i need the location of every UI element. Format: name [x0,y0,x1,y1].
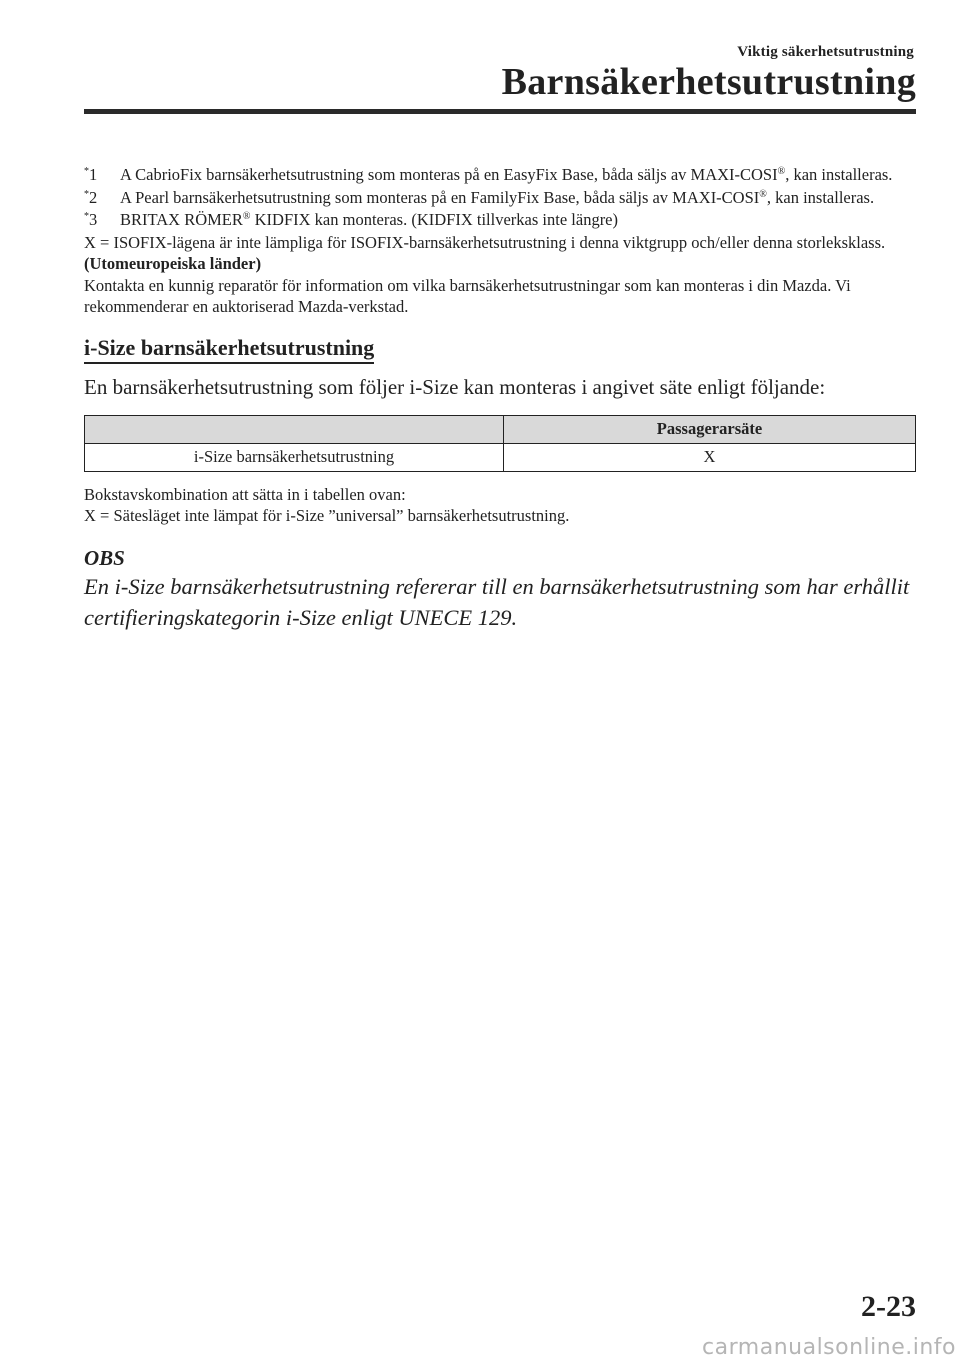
footnote-1 [84,164,916,186]
page-content [84,164,916,633]
isize-section-heading: i-Size barnsäkerhetsutrustning [84,334,374,364]
registered-mark: ® [777,166,786,177]
footnote-text-tail: KIDFIX kan monteras. (KIDFIX tillverkas inte längre) [250,210,619,229]
table-row-value: X [504,443,916,471]
isofix-note: X = ISOFIX-lägena är inte lämpliga för ISOFIX-barnsäkerhetsutrustning i denna viktgrupp och/eller denna storleksklass. [84,232,886,252]
table-header-passenger-seat: Passagerarsäte [504,415,916,443]
isize-table [84,415,916,472]
header-divider [84,109,916,114]
section-label: Viktig säkerhetsutrustning [737,44,914,60]
table-row-label: i-Size barnsäkerhetsutrustning [85,443,504,471]
watermark: carmanualsonline.info [702,1335,956,1360]
legend-line-1: Bokstavskombination att sätta in i tabellen ovan: [84,484,406,504]
table-legend [84,484,916,527]
table-header-row [85,415,916,443]
isize-lead-text: En barnsäkerhetsutrustning som följer i-Size kan monteras i angivet säte enligt följande: [84,374,826,399]
non-eu-heading: (Utomeuropeiska länder) [84,254,262,273]
footnote-text: A Pearl barnsäkerhetsutrustning som monteras på en FamilyFix Base, båda säljs av MAXI-COSI [120,187,760,207]
registered-mark: ® [759,188,767,200]
non-eu-text: Kontakta en kunnig reparatör för information om vilka barnsäkerhetsutrustningar som kan monteras i din Mazda. Vi rekommenderar en auktoriserad Mazda-verkstad. [84,275,851,316]
footnote-text-tail: , kan installeras. [766,187,875,207]
footnote-text-tail: , kan installeras. [785,165,893,184]
footnote-2 [84,187,916,209]
footnote-marker: *3 [84,210,98,229]
footnote-text: A CabrioFix barnsäkerhetsutrustning som monteras på en EasyFix Base, båda säljs av MAXI-COSI [120,165,778,184]
footnote-marker: *1 [84,165,98,184]
table-row [85,443,916,471]
table-header-cell-empty [85,415,504,443]
note-title: OBS [84,545,125,570]
footnote-3 [84,209,916,231]
legend-line-2: X = Sätesläget inte lämpat för i-Size ”universal” barnsäkerhetsutrustning. [84,506,570,525]
note-text: En i-Size barnsäkerhetsutrustning refererar till en barnsäkerhetsutrustning som har erhållit certifieringskategorin i-Size enligt UNECE 129. [84,573,910,630]
page-title: Barnsäkerhetsutrustning [501,61,916,103]
registered-mark: ® [242,211,251,222]
footnote-text: BRITAX RÖMER [120,210,243,229]
page-number: 2-23 [861,1290,916,1323]
footnote-marker: *2 [84,187,98,207]
